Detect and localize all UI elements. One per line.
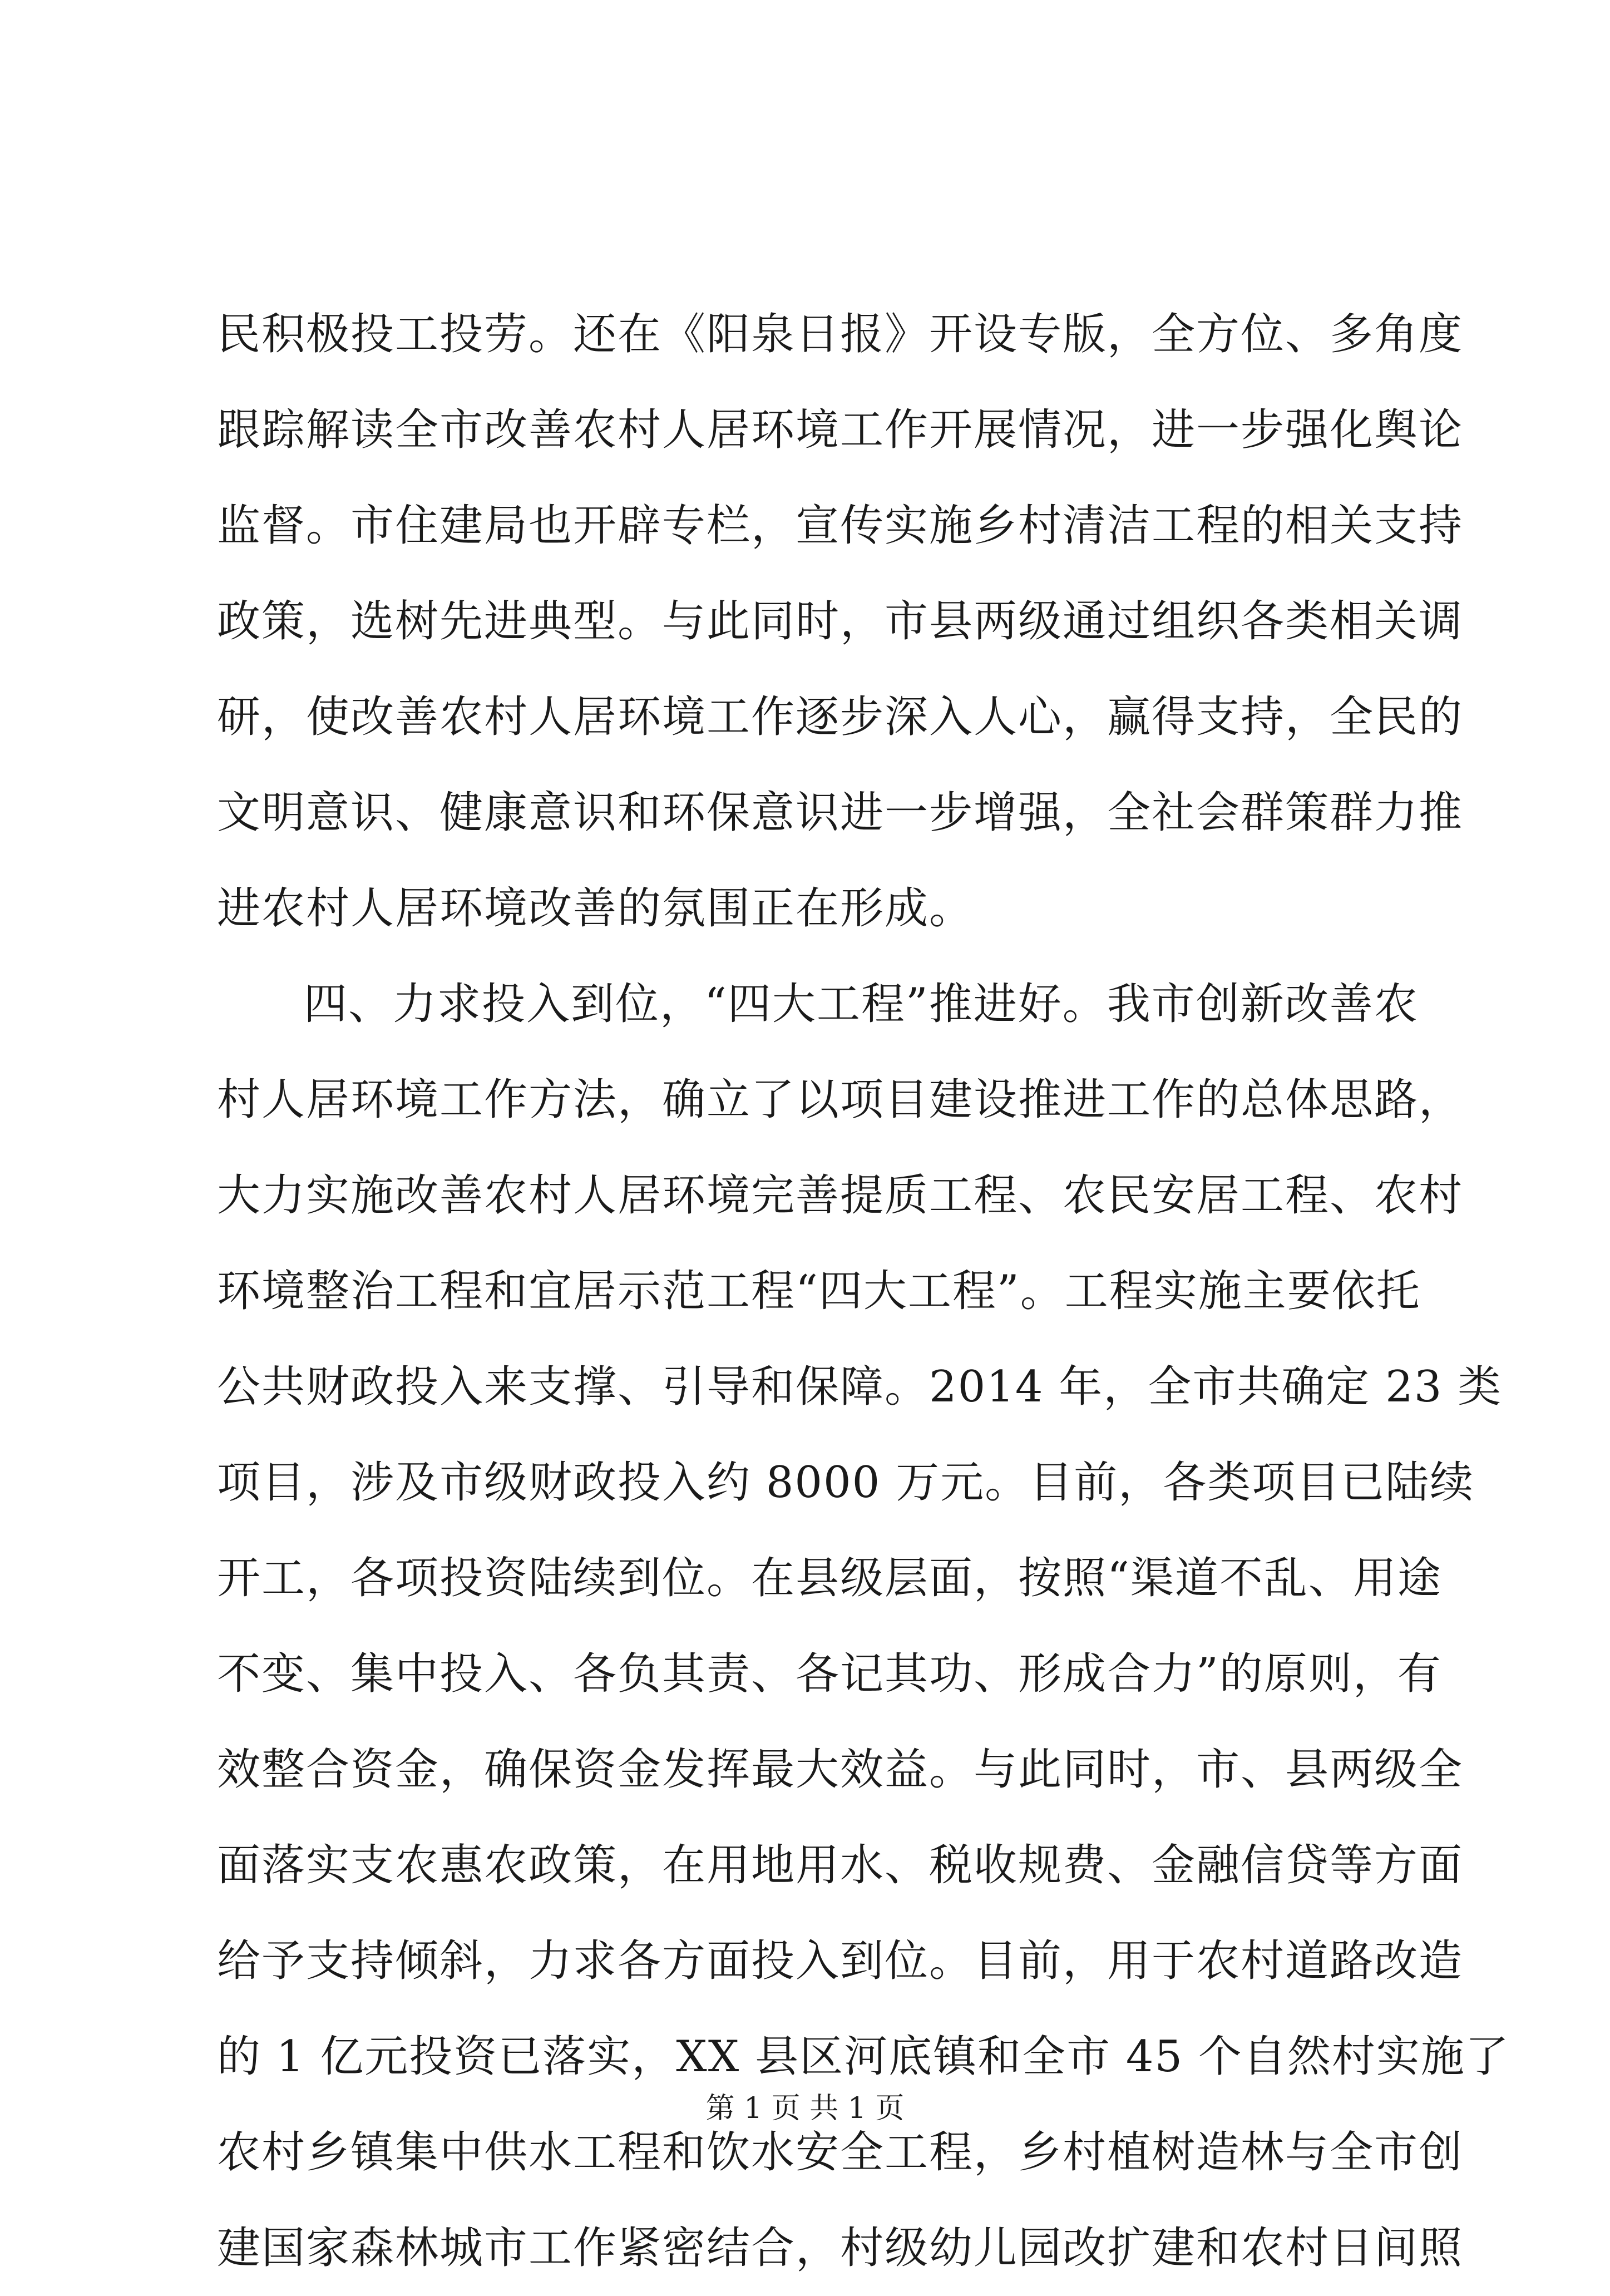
text-line: 效整合资金，确保资金发挥最大效益。与此同时，市、县两级全: [217, 1745, 1464, 1795]
page-number-footer: 第 1 页 共 1 页: [705, 2092, 905, 2125]
text-line: 开工，各项投资陆续到位。在县级层面，按照“渠道不乱、用途: [217, 1553, 1442, 1603]
paragraph-end-line: 进农村人居环境改善的氛围正在形成。: [217, 883, 974, 934]
text-line: 政策，选树先进典型。与此同时，市县两级通过组织各类相关调: [217, 596, 1464, 646]
section-heading-line: 四、力求投入到位，“四大工程”推进好。我市创新改善农: [304, 979, 1419, 1029]
text-line: 的 1 亿元投资已落实，XX 县区河底镇和全市 45 个自然村实施了: [217, 2032, 1510, 2082]
text-line: 面落实支农惠农政策，在用地用水、税收规费、金融信贷等方面: [217, 1840, 1464, 1890]
text-line: 文明意识、健康意识和环保意识进一步增强，全社会群策群力推: [217, 788, 1464, 838]
body-text: [217, 287, 1510, 2296]
text-line: 不变、集中投入、各负其责、各记其功、形成合力”的原则，有: [217, 1649, 1442, 1699]
text-line: 建国家森林城市工作紧密结合，村级幼儿园改扩建和农村日间照: [217, 2223, 1464, 2273]
text-line: 大力实施改善农村人居环境完善提质工程、农民安居工程、农村: [217, 1171, 1464, 1221]
text-line: 民积极投工投劳。还在《阳泉日报》开设专版，全方位、多角度: [217, 309, 1464, 359]
text-line: 项目，涉及市级财政投入约 8000 万元。目前，各类项目已陆续: [217, 1458, 1475, 1508]
text-line: 环境整治工程和宜居示范工程“四大工程”。工程实施主要依托: [217, 1266, 1421, 1316]
text-line: 监督。市住建局也开辟专栏，宣传实施乡村清洁工程的相关支持: [217, 501, 1464, 551]
text-line: 给予支持倾斜，力求各方面投入到位。目前，用于农村道路改造: [217, 1936, 1464, 1986]
text-line: 研，使改善农村人居环境工作逐步深入人心，赢得支持，全民的: [217, 692, 1464, 742]
text-line: 村人居环境工作方法，确立了以项目建设推进工作的总体思路，: [217, 1075, 1464, 1125]
text-line: 农村乡镇集中供水工程和饮水安全工程，乡村植树造林与全市创: [217, 2127, 1464, 2178]
text-line: 跟踪解读全市改善农村人居环境工作开展情况，进一步强化舆论: [217, 405, 1464, 455]
text-line: 公共财政投入来支撑、引导和保障。2014 年，全市共确定 23 类: [217, 1362, 1503, 1412]
